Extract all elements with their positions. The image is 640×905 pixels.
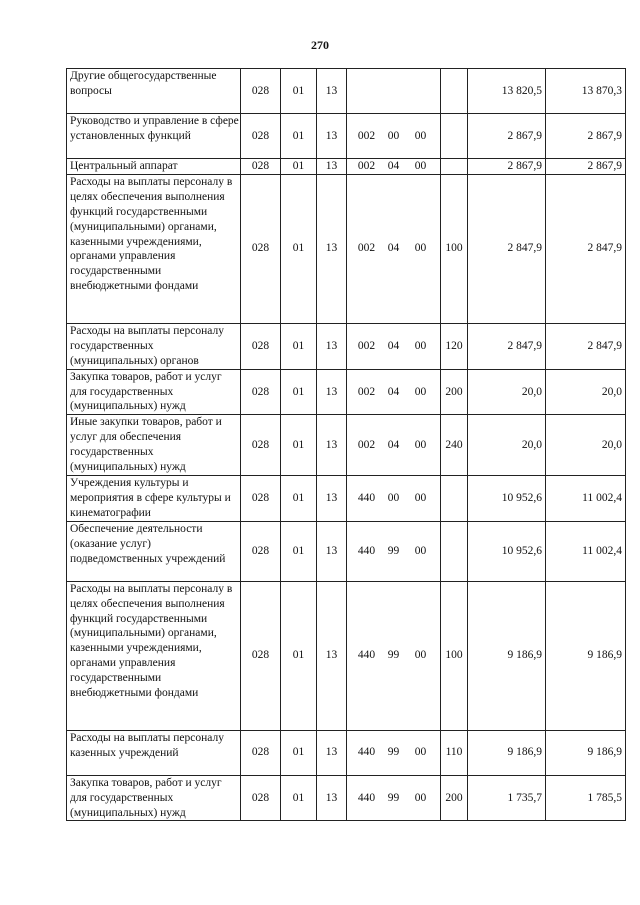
cell-amount-2016: 11 002,4 [546, 521, 626, 581]
target-article-part: 440 [357, 491, 376, 504]
cell-ministry: 028 [241, 521, 281, 581]
cell-target-article [347, 114, 441, 159]
page-number: 270 [311, 38, 329, 52]
cell-section: 01 [281, 775, 317, 821]
cell-subsection: 13 [317, 159, 347, 175]
target-article-part: 002 [357, 438, 376, 451]
target-article-part: 440 [357, 544, 376, 557]
target-article-part: 440 [357, 791, 376, 804]
table-row [67, 174, 626, 323]
target-article-part: 002 [357, 339, 376, 352]
cell-expense-type: 120 [441, 323, 468, 369]
table-row [67, 475, 626, 521]
cell-subsection: 13 [317, 369, 347, 415]
cell-amount-2016: 2 847,9 [546, 174, 626, 323]
cell-amount-2015: 13 820,5 [468, 69, 546, 114]
cell-expense-type: 240 [441, 415, 468, 476]
cell-target-article [347, 581, 441, 730]
cell-target-article [347, 475, 441, 521]
cell-name: Иные закупки товаров, работ и услуг для обеспечения государственных (муниципальных) нужд [67, 415, 241, 476]
cell-amount-2015: 9 186,9 [468, 730, 546, 775]
cell-amount-2015: 20,0 [468, 369, 546, 415]
target-article-part: 99 [387, 649, 400, 662]
cell-amount-2016: 2 847,9 [546, 323, 626, 369]
cell-section: 01 [281, 369, 317, 415]
cell-ministry: 028 [241, 730, 281, 775]
cell-target-article [347, 323, 441, 369]
cell-expense-type [441, 159, 468, 175]
cell-amount-2016: 2 867,9 [546, 114, 626, 159]
target-article-part: 440 [357, 649, 376, 662]
table-row [67, 730, 626, 775]
cell-target-article [347, 521, 441, 581]
target-article-part: 00 [414, 746, 427, 759]
target-article-part: 00 [414, 791, 427, 804]
target-article-part: 04 [387, 339, 400, 352]
cell-ministry: 028 [241, 775, 281, 821]
cell-amount-2016: 2 867,9 [546, 159, 626, 175]
cell-section: 01 [281, 174, 317, 323]
cell-ministry: 028 [241, 323, 281, 369]
target-article-part: 00 [414, 129, 427, 142]
target-article-part: 00 [414, 242, 427, 255]
cell-expense-type [441, 69, 468, 114]
cell-ministry: 028 [241, 69, 281, 114]
cell-expense-type: 100 [441, 581, 468, 730]
cell-target-article [347, 369, 441, 415]
table-body [67, 69, 626, 821]
budget-table [66, 68, 626, 821]
cell-target-article [347, 415, 441, 476]
cell-expense-type [441, 475, 468, 521]
cell-expense-type: 110 [441, 730, 468, 775]
cell-target-article [347, 730, 441, 775]
cell-name: Расходы на выплаты персоналу в целях обеспечения выполнения функций государственными (муниципальными) органами, казенными учреждениями, органами управления государственными внебюджетными фондами [67, 174, 241, 323]
cell-name: Закупка товаров, работ и услуг для государственных (муниципальных) нужд [67, 369, 241, 415]
cell-amount-2016: 20,0 [546, 369, 626, 415]
cell-target-article [347, 174, 441, 323]
target-article-part: 99 [387, 791, 400, 804]
table-row [67, 581, 626, 730]
cell-name: Закупка товаров, работ и услуг для государственных (муниципальных) нужд [67, 775, 241, 821]
cell-target-article [347, 69, 441, 114]
table-row [67, 521, 626, 581]
cell-section: 01 [281, 521, 317, 581]
cell-subsection: 13 [317, 323, 347, 369]
table-row [67, 323, 626, 369]
cell-ministry: 028 [241, 475, 281, 521]
cell-ministry: 028 [241, 581, 281, 730]
table-row [67, 159, 626, 175]
target-article-part: 440 [357, 746, 376, 759]
cell-section: 01 [281, 323, 317, 369]
cell-subsection: 13 [317, 475, 347, 521]
cell-amount-2016: 9 186,9 [546, 730, 626, 775]
cell-amount-2015: 1 735,7 [468, 775, 546, 821]
cell-section: 01 [281, 581, 317, 730]
target-article-part: 002 [357, 129, 376, 142]
target-article-part: 00 [414, 385, 427, 398]
cell-name: Другие общегосударственные вопросы [67, 69, 241, 114]
cell-section: 01 [281, 415, 317, 476]
target-article-part: 002 [357, 385, 376, 398]
cell-amount-2016: 13 870,3 [546, 69, 626, 114]
cell-ministry: 028 [241, 174, 281, 323]
table-row [67, 369, 626, 415]
target-article-part: 00 [387, 129, 400, 142]
cell-expense-type: 100 [441, 174, 468, 323]
target-article-part: 002 [357, 242, 376, 255]
target-article-part: 00 [387, 491, 400, 504]
target-article-part: 04 [387, 160, 400, 172]
target-article-part: 00 [414, 339, 427, 352]
cell-amount-2015: 10 952,6 [468, 475, 546, 521]
cell-target-article [347, 775, 441, 821]
cell-amount-2015: 2 867,9 [468, 114, 546, 159]
cell-amount-2016: 1 785,5 [546, 775, 626, 821]
cell-subsection: 13 [317, 775, 347, 821]
cell-subsection: 13 [317, 581, 347, 730]
cell-section: 01 [281, 114, 317, 159]
cell-ministry: 028 [241, 159, 281, 175]
table-row [67, 114, 626, 159]
target-article-part: 002 [357, 160, 376, 172]
table-row [67, 415, 626, 476]
cell-name: Учреждения культуры и мероприятия в сфере культуры и кинематографии [67, 475, 241, 521]
cell-expense-type: 200 [441, 775, 468, 821]
target-article-part: 99 [387, 544, 400, 557]
cell-name: Расходы на выплаты персоналу в целях обеспечения выполнения функций государственными (муниципальными) органами, казенными учреждениями, органами управления государственными внебюджетными фондами [67, 581, 241, 730]
table-row [67, 775, 626, 821]
cell-ministry: 028 [241, 114, 281, 159]
cell-name: Центральный аппарат [67, 159, 241, 175]
cell-target-article [347, 159, 441, 175]
target-article-part: 04 [387, 242, 400, 255]
cell-subsection: 13 [317, 174, 347, 323]
cell-name: Расходы на выплаты персоналу государственных (муниципальных) органов [67, 323, 241, 369]
cell-amount-2016: 20,0 [546, 415, 626, 476]
cell-subsection: 13 [317, 114, 347, 159]
cell-amount-2015: 20,0 [468, 415, 546, 476]
cell-amount-2015: 10 952,6 [468, 521, 546, 581]
cell-name: Расходы на выплаты персоналу казенных учреждений [67, 730, 241, 775]
table-row [67, 69, 626, 114]
cell-ministry: 028 [241, 369, 281, 415]
cell-amount-2015: 9 186,9 [468, 581, 546, 730]
cell-expense-type [441, 521, 468, 581]
cell-name: Руководство и управление в сфере установленных функций [67, 114, 241, 159]
target-article-part: 04 [387, 438, 400, 451]
cell-section: 01 [281, 475, 317, 521]
cell-amount-2015: 2 847,9 [468, 174, 546, 323]
cell-section: 01 [281, 159, 317, 175]
cell-expense-type: 200 [441, 369, 468, 415]
cell-amount-2016: 11 002,4 [546, 475, 626, 521]
cell-subsection: 13 [317, 69, 347, 114]
cell-name: Обеспечение деятельности (оказание услуг) подведомственных учреждений [67, 521, 241, 581]
cell-amount-2015: 2 867,9 [468, 159, 546, 175]
target-article-part: 99 [387, 746, 400, 759]
target-article-part: 00 [414, 649, 427, 662]
cell-expense-type [441, 114, 468, 159]
cell-ministry: 028 [241, 415, 281, 476]
cell-subsection: 13 [317, 521, 347, 581]
cell-subsection: 13 [317, 415, 347, 476]
target-article-part: 00 [414, 544, 427, 557]
cell-section: 01 [281, 730, 317, 775]
cell-amount-2015: 2 847,9 [468, 323, 546, 369]
target-article-part: 00 [414, 438, 427, 451]
target-article-part: 04 [387, 385, 400, 398]
target-article-part: 00 [414, 160, 427, 172]
target-article-part: 00 [414, 491, 427, 504]
cell-amount-2016: 9 186,9 [546, 581, 626, 730]
cell-subsection: 13 [317, 730, 347, 775]
cell-section: 01 [281, 69, 317, 114]
